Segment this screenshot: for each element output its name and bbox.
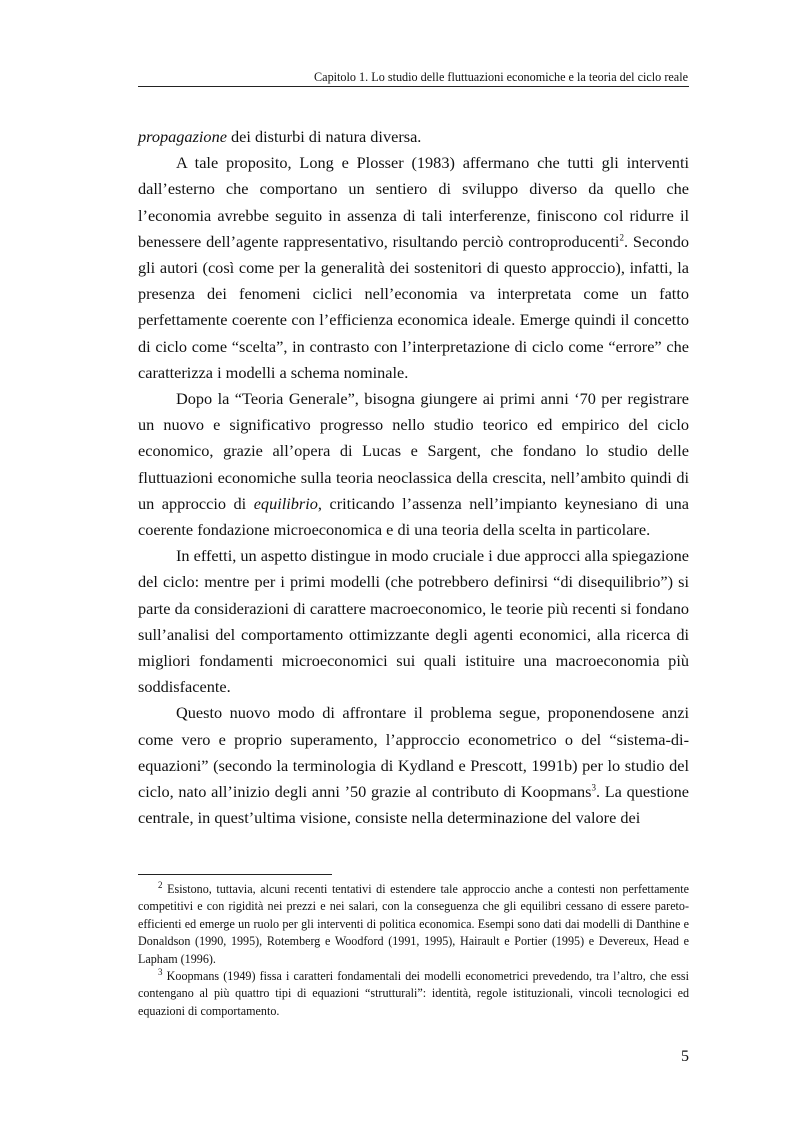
paragraph-5 [138, 700, 689, 831]
paragraph-4: In effetti, un aspetto distingue in modo cruciale i due approcci alla spiegazione del ciclo: mentre per i primi modelli (che potrebbero definirsi “di disequilibrio”) si parte da considerazioni di carattere macroeconomico, le teorie più recenti si fondano sull’analisi del comportamento ottimizzante degli agenti economici, alla ricerca di migliori fondamenti microeconomici sui quali istituire una macroeconomia più soddisfacente. [138, 546, 689, 697]
paragraph-2 [138, 150, 689, 386]
paragraph-3-text-a: Dopo la “Teoria Generale”, bisogna giungere ai primi anni ‘70 per registrare un nuovo e significativo progresso nello studio teorico ed empirico del ciclo economico, grazie all’opera di Lucas e Sargent, che fondano lo studio delle fluttuazioni economiche sulla teoria neoclassica della crescita, nell’ambito quindi di un approccio di [138, 389, 689, 513]
footnote-ref-2: 2 [619, 232, 624, 243]
paragraph-3-text-b: , criticando l’assenza nell’impianto keynesiano di una coerente fondazione microeconomica e di una teoria della scelta in particolare. [138, 493, 690, 540]
paragraph-1-text: dei disturbi di natura diversa. [226, 127, 422, 146]
paragraph-5-text-b: . La questione centrale, in quest’ultima visione, consiste nella determinazione del valore dei [138, 782, 690, 828]
paragraph-2-text-a: A tale proposito, Long e Plosser (1983) affermano che tutti gli interventi dall’esterno che comportano un sentiero di sviluppo diverso da quello che l’economia avrebbe seguito in assenza di tali interferenze, finiscono col ridurre il benessere dell’agente rappresentativo, risultando perciò controproducenti [138, 153, 689, 251]
footnote-3-number: 3 [158, 967, 163, 977]
footnote-2-text: Esistono, tuttavia, alcuni recenti tentativi di estendere tale approccio anche a contesti non perfettamente competitivi e con rigidità nei prezzi e nei salari, con la conseguenza che gli equilibri cessano di essere pareto-efficienti ed emerge un ruolo per gli interventi di politica economica. Esempi sono dati dai modelli di Danthine e Donaldson (1990, 1995), Rotemberg e Woodford (1991, 1995), Hairault e Portier (1995) e Devereux, Head e Lapham (1996). [138, 882, 689, 966]
running-header: Capitolo 1. Lo studio delle fluttuazioni economiche e la teoria del ciclo reale [314, 70, 688, 84]
page-number: 5 [681, 1048, 689, 1065]
footnote-3 [138, 968, 689, 1020]
paragraph-1-emphasis: propagazione [138, 127, 227, 146]
paragraph-3-emphasis: equilibrio [253, 493, 318, 513]
header-rule [138, 86, 689, 87]
paragraph-2-text-b: . Secondo gli autori (così come per la generalità dei sostenitori di questo approccio), infatti, la presenza dei fenomeni ciclici nell’economia va interpretata come un fatto perfettamente coerente con l’efficienza economica ideale. Emerge quindi il concetto di ciclo come “scelta”, in contrasto con l’interpretazione di ciclo come “errore” che caratterizza i modelli a schema nominale. [138, 231, 689, 382]
footnote-2-number: 2 [158, 879, 163, 890]
footnote-3-text: Koopmans (1949) fissa i caratteri fondamentali dei modelli econometrici prevedendo, tra l’altro, che essi contengano al più quattro tipi di equazioni “strutturali”: identità, regole istituzionali, vincoli tecnologici ed equazioni di comportamento. [138, 969, 689, 1018]
footnote-rule [138, 874, 332, 875]
paragraph-1 [138, 124, 689, 150]
footnote-ref-3: 3 [591, 782, 596, 793]
body-text [138, 124, 689, 831]
paragraph-5-text-a: Questo nuovo modo di affrontare il problema segue, proponendosene anzi come vero e proprio superamento, l’approccio econometrico o del “sistema-di-equazioni” (secondo la terminologia di Kydland e Prescott, 1991b) per lo studio del ciclo, nato all’inizio degli anni ’50 grazie al contributo di Koopmans [138, 703, 689, 802]
footnotes [138, 881, 689, 1020]
paragraph-3 [138, 386, 689, 543]
footnote-2 [138, 881, 689, 968]
